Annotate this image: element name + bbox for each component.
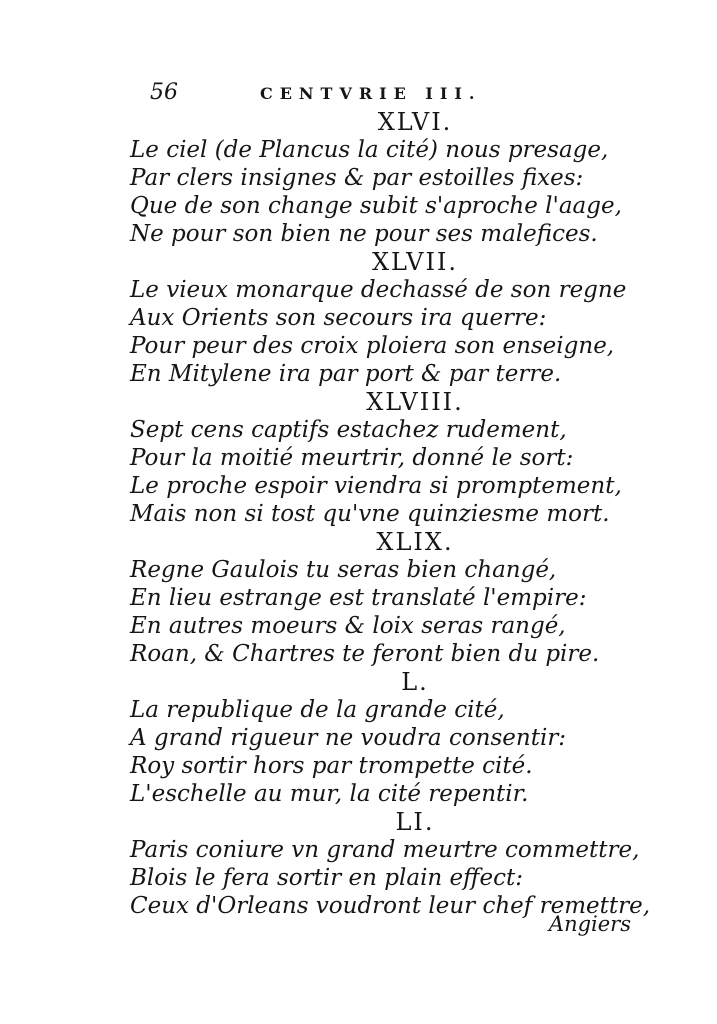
- text-block: [130, 108, 651, 920]
- verse-line: En autres moeurs & loix seras rangé,: [130, 613, 566, 639]
- quatrain-number: XLVI.: [377, 108, 453, 136]
- verse-line: Roy sortir hors par trompette cité.: [130, 753, 533, 779]
- verse-line: Que de son change subit s'aproche l'aage,: [130, 193, 622, 219]
- quatrain-number: L.: [401, 668, 429, 696]
- verse-line: En Mitylene ira par port & par terre.: [130, 361, 562, 387]
- verse-line: La republique de la grande cité,: [130, 697, 505, 723]
- verse-line: Le vieux monarque dechassé de son regne: [130, 277, 627, 303]
- page-number: 56: [150, 80, 178, 105]
- verse-line: En lieu estrange est translaté l'empire:: [130, 585, 587, 611]
- verse-line: Ceux d'Orleans voudront leur chef remettre,: [130, 893, 651, 919]
- verse-line: A grand rigueur ne voudra consentir:: [130, 725, 567, 751]
- verse-line: Sept cens captifs estachez rudement,: [130, 417, 567, 443]
- verse-line: L'eschelle au mur, la cité repentir.: [130, 781, 529, 807]
- quatrain-number: XLVIII.: [366, 388, 464, 416]
- verse-line: Aux Orients son secours ira querre:: [130, 305, 547, 331]
- quatrain: [130, 108, 630, 248]
- verse-line: Pour la moitié meurtrir, donné le sort:: [130, 445, 574, 471]
- verse-line: Roan, & Chartres te feront bien du pire.: [130, 641, 600, 667]
- quatrain-number: LI.: [395, 808, 435, 836]
- quatrain: [130, 668, 630, 808]
- verse-line: Ne pour son bien ne pour ses malefices.: [130, 221, 598, 247]
- verse-line: Regne Gaulois tu seras bien changé,: [130, 557, 557, 583]
- catchword: Angiers: [548, 912, 631, 936]
- quatrain: [130, 388, 630, 528]
- quatrain-number: XLIX.: [376, 528, 454, 556]
- quatrain-number: XLVII.: [371, 248, 459, 276]
- running-head: CENTVRIE III.: [260, 84, 482, 103]
- verse-line: Par clers insignes & par estoilles fixes:: [130, 165, 584, 191]
- verse-line: Le proche espoir viendra si promptement,: [130, 473, 622, 499]
- quatrain: [130, 808, 651, 920]
- quatrain: [130, 528, 630, 668]
- quatrain: [130, 248, 630, 388]
- verse-line: Blois le fera sortir en plain effect:: [130, 865, 523, 891]
- verse-line: Paris coniure vn grand meurtre commettre,: [130, 837, 640, 863]
- verse-line: Pour peur des croix ploiera son enseigne,: [130, 333, 615, 359]
- page-header: [150, 80, 550, 110]
- verse-line: Mais non si tost qu'vne quinziesme mort.: [130, 501, 610, 527]
- verse-line: Le ciel (de Plancus la cité) nous presage,: [130, 137, 609, 163]
